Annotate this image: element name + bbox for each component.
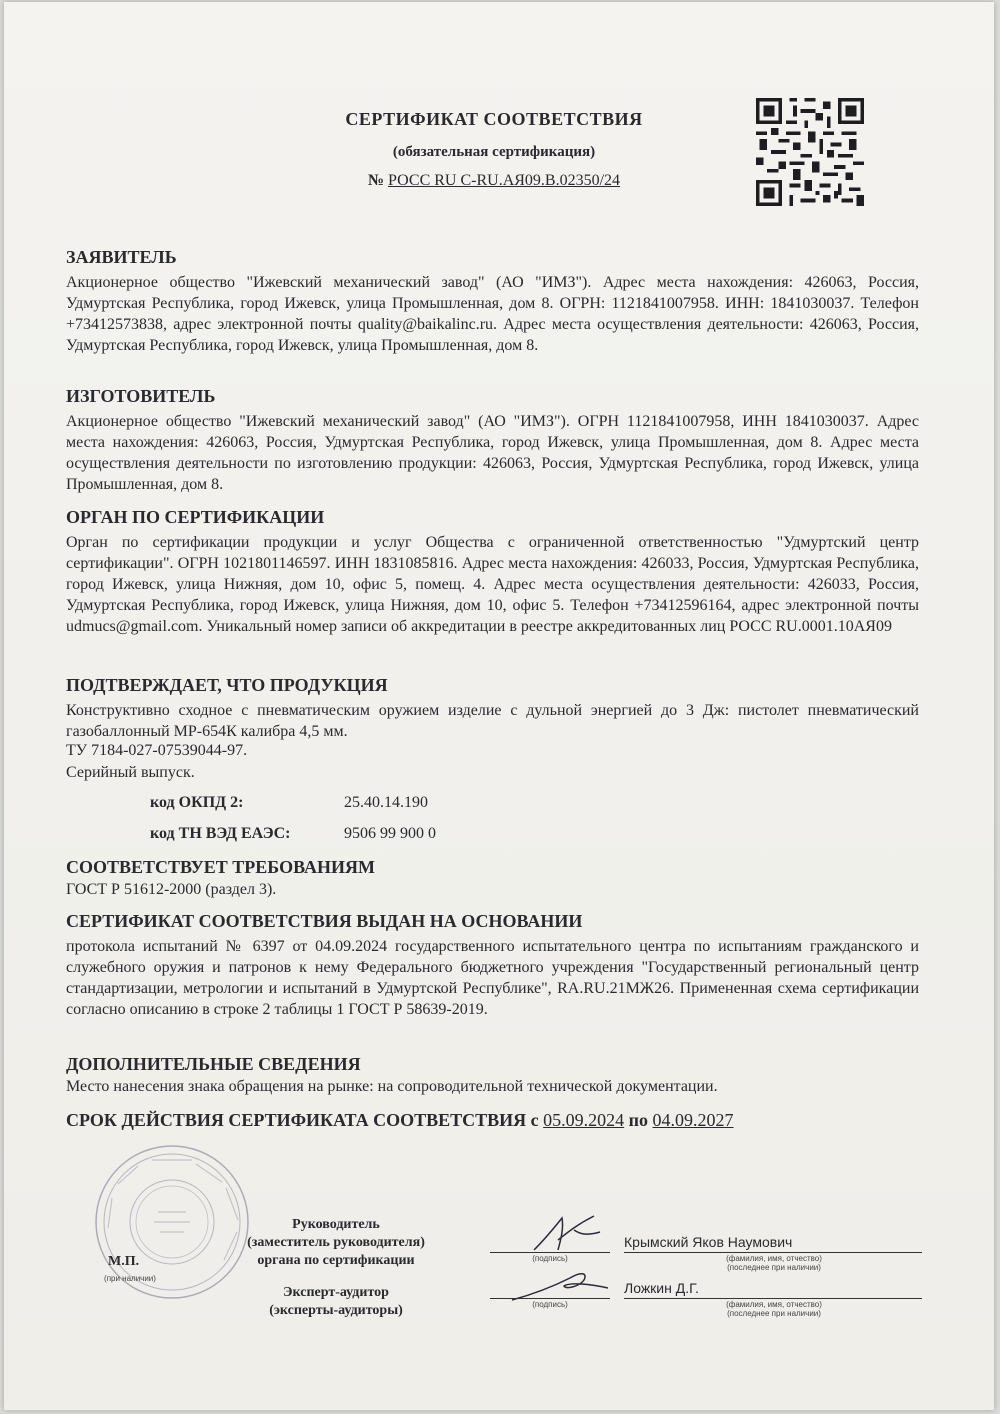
head-label-line-2: (заместитель руководителя) [247,1235,425,1250]
additional-text: Место нанесения знака обращения на рынке: на сопроводительной технической документации. [66,1078,718,1095]
basis-heading: СЕРТИФИКАТ СООТВЕТСТВИЯ ВЫДАН НА ОСНОВАНИИ [66,911,583,931]
product-heading: ПОДТВЕРЖДАЕТ, ЧТО ПРОДУКЦИЯ [66,675,388,695]
product-tu: ТУ 7184-027-07539044-97. [66,742,248,759]
manufacturer-heading: ИЗГОТОВИТЕЛЬ [66,386,216,406]
product-text: Конструктивно сходное с пневматическим оружием изделие с дульной энергией до 3 Дж: пистолет пневматический газобаллонный МР-654К калибра 4,5 мм. [66,702,919,740]
applicant-text: Акционерное общество "Ижевский механический завод" (АО "ИМЗ"). Адрес места нахождения: 426063, Россия, Удмуртская Республика, город Ижевск, улица Промышленная, дом 8. ОГРН: 1121841007958. ИНН: 1841030037. Телефон +73412573838, адрес электронной почты quality@baikalinc.ru. Адрес места осуществления деятельности: 426063, Россия, Удмуртская Республика, город Ижевск, улица Промышленная, дом 8. [66,274,919,354]
tnved-label: код ТН ВЭД ЕАЭС: [150,825,291,842]
requirements-heading: СООТВЕТСТВУЕТ ТРЕБОВАНИЯМ [66,857,375,877]
expert-name-caption-2: (последнее при наличии) [727,1309,821,1318]
expert-label-line-1: Эксперт-аудитор [283,1285,389,1300]
expert-name: Ложкин Д.Г. [624,1280,699,1296]
expert-name-caption [704,1300,844,1318]
tnved-value: 9506 99 900 0 [344,825,436,842]
validity-to-word: по [628,1110,649,1130]
requirements-text: ГОСТ Р 51612-2000 (раздел 3). [66,881,277,898]
okpd-label: код ОКПД 2: [150,794,244,811]
expert-signature-caption: (подпись) [532,1300,568,1309]
mp-label: М.П. [108,1254,140,1269]
certification-body-text: Орган по сертификации продукции и услуг Общества с ограниченной ответственностью "Удмуртский центр сертификации". ОГРН 1021801146597. ИНН 1831085816. Адрес места нахождения: 426033, Россия, Удмуртская Республика, город Ижевск, улица Нижняя, дом 10, офис 5, помещ. 4. Адрес места осуществления деятельности: 426033, Россия, Удмуртская Республика, город Ижевск, улица Нижняя, дом 10, офис 5. Телефон +73412596164, адрес электронной почты udmucs@gmail.com. Уникальный номер записи об аккредитации в реестре аккредитованных лиц РОСС RU.0001.10АЯ09 [66,534,919,635]
validity-to: 04.09.2027 [652,1110,734,1130]
qr-code-icon [756,98,864,206]
head-label-line-1: Руководитель [292,1217,380,1232]
product-serial: Серийный выпуск. [66,764,195,781]
validity-period [66,1110,734,1131]
head-signature-icon [504,1210,624,1256]
head-signatory-label [226,1216,446,1270]
number-value: РОСС RU C-RU.АЯ09.В.02350/24 [388,172,621,189]
okpd-value: 25.40.14.190 [344,794,428,811]
certification-body-heading: ОРГАН ПО СЕРТИФИКАЦИИ [66,507,325,527]
head-name-caption-1: (фамилия, имя, отчество) [726,1254,822,1263]
additional-heading: ДОПОЛНИТЕЛЬНЫЕ СВЕДЕНИЯ [66,1054,361,1074]
expert-signatory-label [226,1284,446,1320]
expert-name-caption-1: (фамилия, имя, отчество) [726,1300,822,1309]
expert-signature-line [490,1298,610,1299]
expert-label-line-2: (эксперты-аудиторы) [269,1303,403,1318]
head-name: Крымский Яков Наумович [624,1234,793,1250]
head-name-caption [704,1254,844,1272]
applicant-heading: ЗАЯВИТЕЛЬ [66,247,177,267]
head-label-line-3: органа по сертификации [257,1253,415,1268]
manufacturer-text: Акционерное общество "Ижевский механический завод" (АО "ИМЗ"). ОГРН 1121841007958, ИНН 1841030037. Адрес места нахождения: 426063, Россия, Удмуртская Республика, город Ижевск, улица Промышленная, дом 8. Адрес места осуществления деятельности по изготовлению продукции: 426063, Россия, Удмуртская Республика, город Ижевск, улица Промышленная, дом 8. [66,413,919,493]
document-title: СЕРТИФИКАТ СООТВЕТСТВИЯ [345,109,643,129]
head-name-line [624,1252,922,1253]
validity-label: СРОК ДЕЙСТВИЯ СЕРТИФИКАТА СООТВЕТСТВИЯ с [66,1110,539,1130]
head-signature-line [490,1252,610,1253]
number-prefix: № [367,172,385,189]
validity-from: 05.09.2024 [543,1110,625,1130]
head-name-caption-2: (последнее при наличии) [727,1263,821,1272]
mp-caption: (при наличии) [104,1274,156,1283]
certificate-page [4,2,994,1410]
head-signature-caption: (подпись) [532,1254,568,1263]
document-subtitle: (обязательная сертификация) [392,144,596,160]
basis-text: протокола испытаний № 6397 от 04.09.2024 государственного испытательного центра по испытаниям гражданского и служебного оружия и патронов к нему Федерального бюджетного учреждения "Государственный региональный центр стандартизации, метрологии и испытаний в Удмуртской Республике", RA.RU.21МЖ26. Примененная схема сертификации согласно описанию в строке 2 таблицы 1 ГОСТ Р 58639-2019. [66,938,919,1018]
expert-name-line [624,1298,922,1299]
